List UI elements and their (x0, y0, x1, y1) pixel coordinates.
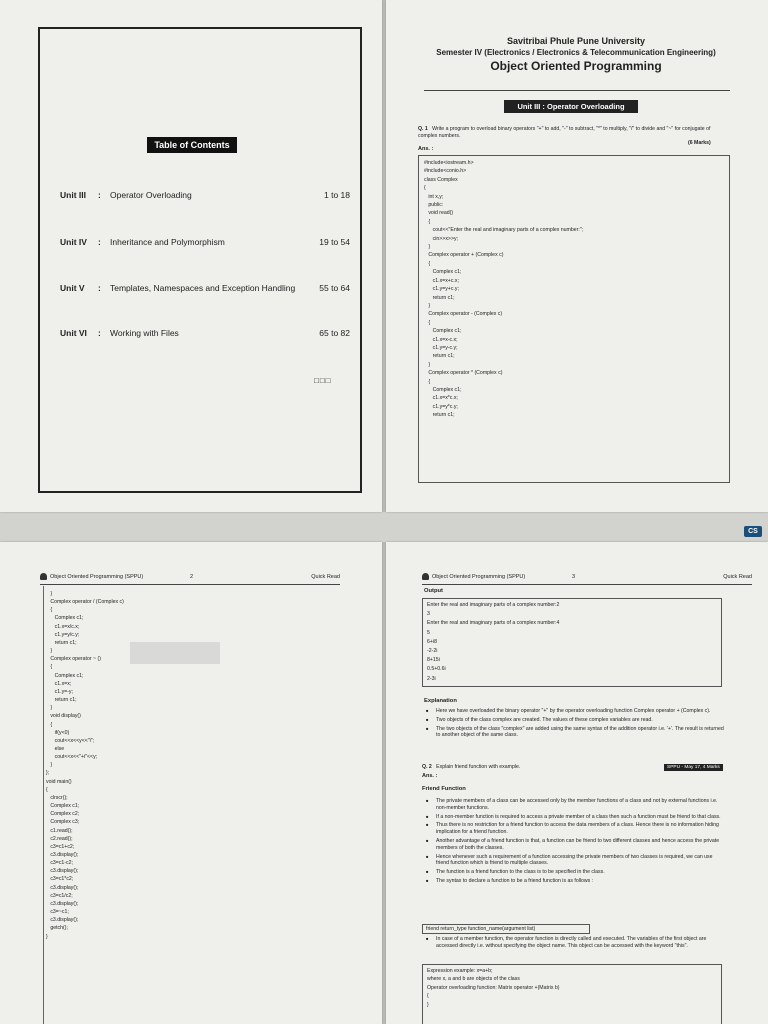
example-line: { (427, 993, 429, 1000)
header-title: Object Oriented Programming (SPPU) (50, 574, 144, 580)
output-line: 8+15i (427, 657, 440, 664)
list-item: ■ Two objects of the class complex are created. The values of these complex variables are read. (426, 717, 726, 724)
toc-unit: Unit IV (60, 237, 87, 247)
scanner-logo: CS (744, 526, 762, 537)
explanation-list (426, 708, 726, 741)
page-number: 3 (572, 574, 576, 580)
scan-smudge (130, 642, 220, 664)
example-box (422, 964, 722, 1024)
toc-frame (38, 27, 362, 493)
question-1 (418, 126, 728, 140)
list-item: ■ The private members of a class can be accessed only by the member functions of a class and not by external functions i.e. non-member functions. (426, 798, 726, 812)
toc-pages: 19 to 54 (319, 237, 350, 247)
toc-title: Table of Contents (147, 137, 237, 153)
page-table-of-contents (0, 0, 382, 512)
question-number: Q. 2 (422, 764, 432, 770)
output-line: 5 (427, 629, 430, 636)
output-label: Output (424, 588, 443, 594)
code-border (43, 586, 44, 1024)
output-box (422, 598, 722, 687)
toc-topic: Operator Overloading (110, 190, 192, 200)
list-item: ■ The function is a friend function to the class is to be specified in the class. (426, 869, 726, 876)
toc-topic: Working with Files (110, 328, 179, 338)
header-quick-read: Quick Read (311, 574, 340, 580)
header-title: Object Oriented Programming (SPPU) (432, 574, 526, 580)
list-item: ■ Here we have overloaded the binary operator "+" by the operator overloading function Complex operator + (Complex c). (426, 708, 726, 715)
friend-function-heading: Friend Function (422, 786, 466, 792)
university-header (431, 36, 721, 73)
answer-label: Ans. : (422, 773, 438, 779)
question-number: Q. 1 (418, 126, 428, 132)
friend-function-list (426, 798, 726, 887)
toc-unit: Unit VI (60, 328, 87, 338)
header-rule (424, 90, 730, 91)
list-item: ■ The two objects of the class "complex" are added using the same syntax of the addition operator i.e. '+'. The result is returned to another object of the same class. (426, 726, 726, 740)
toc-unit: Unit III (60, 190, 86, 200)
running-header (422, 574, 752, 585)
header-quick-read: Quick Read (723, 574, 752, 580)
toc-pages: 65 to 82 (319, 328, 350, 338)
university-crest-icon (40, 573, 47, 580)
example-line: } (427, 1001, 429, 1008)
page-separator (0, 512, 768, 542)
unit-banner: Unit III : Operator Overloading (504, 100, 638, 113)
page-unit-3-start (386, 0, 768, 512)
toc-pages: 1 to 18 (324, 190, 350, 200)
output-line: 6+i8 (427, 638, 437, 645)
toc-colon: : (98, 328, 101, 338)
question-text: Write a program to overload binary operators "+" to add, "-" to subtract, "*" to multiply, "/" to divide and "~" for conjugate of complex numbers. (418, 126, 711, 139)
toc-row-unit-5[interactable] (60, 283, 350, 293)
toc-topic: Templates, Namespaces and Exception Handling (110, 283, 296, 293)
output-line: 3 (427, 611, 430, 618)
code-listing: #include<iostream.h> #include<conio.h> class Complex { int x,y; public: void read() { cout<<"Enter the real and imaginary parts of a complex number:"; cin>>x>>y; } Complex operator + (Complex c) { Complex c1; c1.x=x+c.x; c1.y=y+c.y; return c1; } Complex operator - (Complex c) { Complex c1; c1.x=x-c.x; c1.y=y-c.y; return c1; } Complex operator * (Complex c) { Complex c1; c1.x=x*c.x; c1.y=y*c.y; return c1; (418, 155, 730, 483)
output-line: 0.5+0.6i (427, 666, 446, 673)
toc-pages: 55 to 64 (319, 283, 350, 293)
syntax-box: friend return_type function_name(argument list) (422, 924, 590, 934)
code-listing: } Complex operator / (Complex c) { Complex c1; c1.x=x/c.x; c1.y=y/c.y; return c1; } Complex operator ~ () { Complex c1; c1.x=x; c1.y=-y; return c1; } void display() { if(y<0) cout<<x<<y<<"i"; else cout<<x<<"+i"<<y; } }; void main() { clrscr(); Complex c1; Complex c2; Complex c3; c1.read(); c2.read(); c3=c1+c2; c3.display(); c3=c1-c2; c3.display(); c3=c1*c2; c3.display(); c3=c1/c2; c3.display(); c3=~c1; c3.display(); getch(); } (46, 591, 124, 940)
explanation-label: Explanation (424, 698, 457, 704)
toc-row-unit-6[interactable] (60, 328, 350, 338)
toc-colon: : (98, 237, 101, 247)
list-item: ■ In case of a member function, the operator function is directly called and executed. The variables of the first object are accessed directly i.e. without specifying the object name. This object can be accessed with the keyword "this". (426, 936, 726, 950)
list-item: ■ Another advantage of a friend function is that, a function can be friend to two different classes and hence access the private members of both the classes. (426, 838, 726, 852)
output-line: 2-3i (427, 675, 436, 682)
question-text: Explain friend function with example. (436, 764, 521, 770)
toc-row-unit-4[interactable] (60, 237, 350, 247)
question-2 (422, 764, 642, 771)
toc-colon: : (98, 190, 101, 200)
toc-topic: Inheritance and Polymorphism (110, 237, 225, 247)
toc-unit: Unit V (60, 283, 85, 293)
list-item: ■ The syntax to declare a function to be a friend function is as follows : (426, 878, 726, 885)
answer-label: Ans. : (418, 146, 434, 152)
page-3-output (386, 542, 768, 1024)
output-line: -2-2i (427, 648, 438, 655)
list-item: ■ Hence whenever such a requirement of a function accessing the private members of two classes is required, we can use friend function which is friend to multiple classes. (426, 854, 726, 868)
member-function-note (426, 936, 726, 952)
list-item: ■ Thus there is no restriction for a friend function to access the data members of a class. Hence there is no information hiding implication for a friend function. (426, 822, 726, 836)
example-line: Operator overloading function: Matrix operator +(Matrix b) (427, 984, 560, 991)
exam-tag: SPPU - May 17, 4 Marks (664, 764, 723, 771)
example-line: Expression example: x=a+b; (427, 968, 493, 974)
toc-colon: : (98, 283, 101, 293)
question-marks: (6 Marks) (688, 140, 711, 146)
semester-title: Semester IV (Electronics / Electronics & Telecommunication Engineering) (436, 48, 716, 57)
output-line: Enter the real and imaginary parts of a complex number:4 (427, 620, 560, 627)
page-2-code (0, 542, 382, 1024)
toc-row-unit-3[interactable] (60, 190, 350, 200)
university-name: Savitribai Phule Pune University (506, 36, 646, 46)
toc-end-mark: □□□ (314, 376, 332, 385)
subject-title: Object Oriented Programming (490, 59, 662, 73)
list-item: ■ If a non-member function is required to access a private member of a class then such a function must be friend to that class. (426, 814, 726, 821)
page-number: 2 (190, 574, 194, 580)
output-line: Enter the real and imaginary parts of a complex number:2 (427, 602, 560, 608)
example-line: where x, a and b are objects of the class (427, 976, 520, 983)
running-header (40, 574, 340, 585)
university-crest-icon (422, 573, 429, 580)
